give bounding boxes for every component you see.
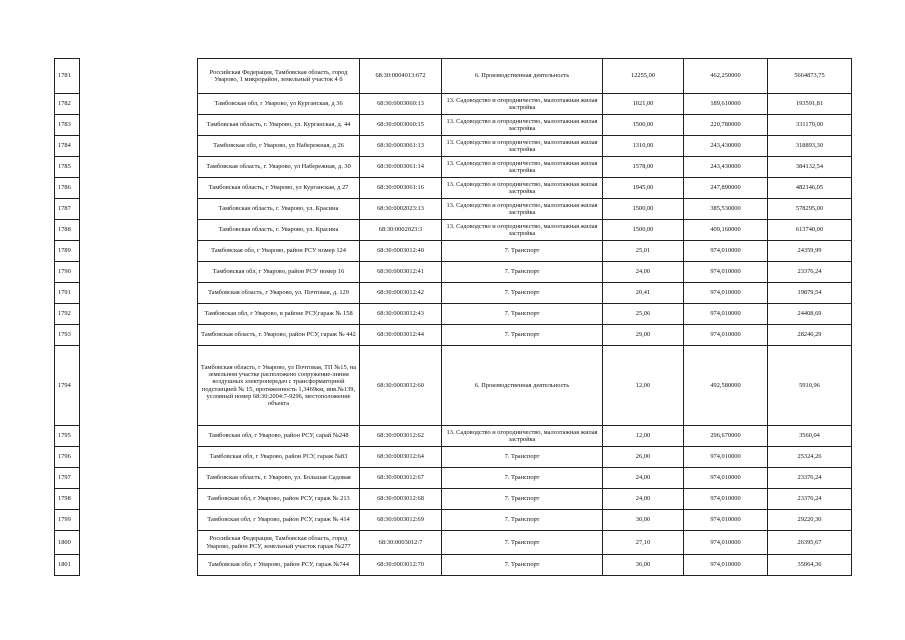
cadastral-number-cell: 68:30:0003012:70 [360, 555, 442, 576]
spacer-cell [80, 178, 198, 199]
address-cell: Тамбовская область, г. Уварово, ул. Большая Садовая [198, 468, 360, 489]
spacer-cell [80, 426, 198, 447]
cadastral-number-cell: 68:30:0003061:13 [360, 136, 442, 157]
address-cell: Тамбовская обл, г Уварово, район РСУ, гараж №744 [198, 555, 360, 576]
row-number: 1796 [55, 447, 80, 468]
spacer-cell [80, 447, 198, 468]
cadastral-value-cell: 5664873,75 [768, 59, 852, 94]
cadastral-number-cell: 68:30:0003060:13 [360, 94, 442, 115]
row-number: 1799 [55, 510, 80, 531]
row-number: 1793 [55, 325, 80, 346]
spacer-cell [80, 59, 198, 94]
row-number: 1792 [55, 304, 80, 325]
area-cell: 12255,00 [603, 59, 684, 94]
table-row [55, 136, 852, 157]
specific-value-cell: 462,250000 [684, 59, 768, 94]
spacer-cell [80, 157, 198, 178]
specific-value-cell: 385,530000 [684, 199, 768, 220]
row-number: 1781 [55, 59, 80, 94]
spacer-cell [80, 199, 198, 220]
land-use-cell: 7. Транспорт [442, 262, 603, 283]
area-cell: 1021,00 [603, 94, 684, 115]
land-use-cell: 13. Садоводство и огородничество, малоэтажная жилая застройка [442, 178, 603, 199]
table-row [55, 157, 852, 178]
cadastral-number-cell: 68:30:0003060:15 [360, 115, 442, 136]
area-cell: 36,00 [603, 555, 684, 576]
table-row [55, 262, 852, 283]
table-row [55, 241, 852, 262]
address-cell: Тамбовская обл, г Уварово, в районе РСУ,гараж № 158 [198, 304, 360, 325]
area-cell: 1500,00 [603, 115, 684, 136]
table-row [55, 346, 852, 426]
cadastral-number-cell: 68:30:0003012:62 [360, 426, 442, 447]
cadastral-value-cell: 35064,36 [768, 555, 852, 576]
area-cell: 12,00 [603, 346, 684, 426]
cadastral-number-cell: 68:30:0003012:40 [360, 241, 442, 262]
row-number: 1797 [55, 468, 80, 489]
cadastral-value-cell: 25324,26 [768, 447, 852, 468]
table-row [55, 115, 852, 136]
table-row [55, 426, 852, 447]
address-cell: Тамбовская обл, г Уварово, район РСУ, гараж №83 [198, 447, 360, 468]
table-row [55, 220, 852, 241]
spacer-cell [80, 555, 198, 576]
area-cell: 1578,00 [603, 157, 684, 178]
address-cell: Тамбовская обл, г Уварово, район РСУ номер 16 [198, 262, 360, 283]
specific-value-cell: 296,670000 [684, 426, 768, 447]
land-use-cell: 7. Транспорт [442, 531, 603, 555]
row-number: 1788 [55, 220, 80, 241]
area-cell: 1945,00 [603, 178, 684, 199]
land-use-cell: 13. Садоводство и огородничество, малоэтажная жилая застройка [442, 220, 603, 241]
row-number: 1795 [55, 426, 80, 447]
table-body [55, 59, 852, 576]
spacer-cell [80, 510, 198, 531]
spacer-cell [80, 115, 198, 136]
specific-value-cell: 409,160000 [684, 220, 768, 241]
specific-value-cell: 974,010000 [684, 241, 768, 262]
area-cell: 1310,00 [603, 136, 684, 157]
area-cell: 20,41 [603, 283, 684, 304]
cadastral-number-cell: 68:30:0003012:43 [360, 304, 442, 325]
specific-value-cell: 243,430000 [684, 136, 768, 157]
table-row [55, 59, 852, 94]
land-use-cell: 7. Транспорт [442, 555, 603, 576]
cadastral-value-cell: 613740,00 [768, 220, 852, 241]
table-row [55, 199, 852, 220]
table-row [55, 531, 852, 555]
area-cell: 25,06 [603, 304, 684, 325]
table-row [55, 489, 852, 510]
cadastral-value-cell: 5910,96 [768, 346, 852, 426]
address-cell: Тамбовская обл, г Уварово, район РСУ, гараж № 414 [198, 510, 360, 531]
address-cell: Тамбовская обл, г Уварово, ул Набережная, д 26 [198, 136, 360, 157]
land-use-cell: 13. Садоводство и огородничество, малоэтажная жилая застройка [442, 426, 603, 447]
spacer-cell [80, 325, 198, 346]
spacer-cell [80, 531, 198, 555]
cadastral-number-cell: 68:30:0003012:69 [360, 510, 442, 531]
area-cell: 1500,00 [603, 199, 684, 220]
cadastral-value-cell: 318893,30 [768, 136, 852, 157]
land-use-cell: 7. Транспорт [442, 304, 603, 325]
area-cell: 1500,00 [603, 220, 684, 241]
specific-value-cell: 974,010000 [684, 325, 768, 346]
cadastral-value-cell: 29220,30 [768, 510, 852, 531]
cadastral-value-cell: 26395,67 [768, 531, 852, 555]
table-row [55, 555, 852, 576]
land-use-cell: 13. Садоводство и огородничество, малоэтажная жилая застройка [442, 94, 603, 115]
area-cell: 25,01 [603, 241, 684, 262]
table-row [55, 94, 852, 115]
specific-value-cell: 974,010000 [684, 510, 768, 531]
specific-value-cell: 974,010000 [684, 447, 768, 468]
spacer-cell [80, 304, 198, 325]
cadastral-value-cell: 19879,54 [768, 283, 852, 304]
cadastral-value-cell: 23376,24 [768, 468, 852, 489]
land-use-cell: 6. Производственная деятельность [442, 59, 603, 94]
land-use-cell: 13. Садоводство и огородничество, малоэтажная жилая застройка [442, 136, 603, 157]
spacer-cell [80, 283, 198, 304]
cadastral-number-cell: 68:30:0003012:67 [360, 468, 442, 489]
cadastral-value-cell: 23376,24 [768, 489, 852, 510]
spacer-cell [80, 346, 198, 426]
specific-value-cell: 974,010000 [684, 531, 768, 555]
specific-value-cell: 189,610000 [684, 94, 768, 115]
land-use-cell: 6. Производственная деятельность [442, 346, 603, 426]
address-cell: Тамбовская область, г Уварово, ул Курганская, д 27 [198, 178, 360, 199]
address-cell: Тамбовская область, г. Уварово, район РСУ, гараж № 442 [198, 325, 360, 346]
land-use-cell: 7. Транспорт [442, 468, 603, 489]
cadastral-number-cell: 68:30:0004013:672 [360, 59, 442, 94]
row-number: 1786 [55, 178, 80, 199]
spacer-cell [80, 94, 198, 115]
address-cell: Тамбовская область, г Уварово, ул. Почтовая, д. 129 [198, 283, 360, 304]
address-cell: Тамбовская область, г Уварово, ул Почтовая, ТП №15, на земельном участке расположено сооружение-линия воздушных электропередач с трансформаторной подстанцией № 15, протяженность 1,3469км, инв.№139, условный номер 68:30:2004:7-9296, местоположение объекта [198, 346, 360, 426]
row-number: 1785 [55, 157, 80, 178]
cadastral-number-cell: 68:30:0003012:68 [360, 489, 442, 510]
spacer-cell [80, 220, 198, 241]
table-row [55, 325, 852, 346]
cadastral-number-cell: 68:30:0003061:14 [360, 157, 442, 178]
land-use-cell: 13. Садоводство и огородничество, малоэтажная жилая застройка [442, 115, 603, 136]
spacer-cell [80, 241, 198, 262]
address-cell: Тамбовская обл, г Уварово, район РСУ номер 124 [198, 241, 360, 262]
land-use-cell: 7. Транспорт [442, 241, 603, 262]
cadastral-number-cell: 68:30:0003012:64 [360, 447, 442, 468]
specific-value-cell: 243,430000 [684, 157, 768, 178]
land-use-cell: 13. Садоводство и огородничество, малоэтажная жилая застройка [442, 157, 603, 178]
address-cell: Тамбовская обл, г Уварово, район РСУ, сарай №248 [198, 426, 360, 447]
specific-value-cell: 220,780000 [684, 115, 768, 136]
table-row [55, 510, 852, 531]
cadastral-number-cell: 68:30:0002023:3 [360, 220, 442, 241]
specific-value-cell: 492,580000 [684, 346, 768, 426]
specific-value-cell: 974,010000 [684, 489, 768, 510]
land-use-cell: 7. Транспорт [442, 447, 603, 468]
row-number: 1782 [55, 94, 80, 115]
specific-value-cell: 974,010000 [684, 283, 768, 304]
table-row [55, 304, 852, 325]
row-number: 1787 [55, 199, 80, 220]
land-use-cell: 7. Транспорт [442, 283, 603, 304]
spacer-cell [80, 489, 198, 510]
cadastral-value-cell: 578295,00 [768, 199, 852, 220]
address-cell: Тамбовская область, г. Уварово, ул Набережная, д. 30 [198, 157, 360, 178]
row-number: 1783 [55, 115, 80, 136]
cadastral-number-cell: 68:30:0003012:42 [360, 283, 442, 304]
cadastral-value-cell: 482146,05 [768, 178, 852, 199]
cadastral-value-cell: 23376,24 [768, 262, 852, 283]
cadastral-number-cell: 68:30:0003012:44 [360, 325, 442, 346]
area-cell: 24,00 [603, 468, 684, 489]
cadastral-value-cell: 384132,54 [768, 157, 852, 178]
table-row [55, 468, 852, 489]
table-row [55, 447, 852, 468]
cadastral-value-cell: 193591,81 [768, 94, 852, 115]
area-cell: 30,00 [603, 510, 684, 531]
spacer-cell [80, 262, 198, 283]
cadastral-value-cell: 24359,99 [768, 241, 852, 262]
area-cell: 24,00 [603, 262, 684, 283]
specific-value-cell: 974,010000 [684, 468, 768, 489]
spacer-cell [80, 136, 198, 157]
row-number: 1801 [55, 555, 80, 576]
row-number: 1798 [55, 489, 80, 510]
address-cell: Российская Федерация, Тамбовская область, город Уварово, район РСУ, земельный участок гараж №277 [198, 531, 360, 555]
address-cell: Тамбовская обл, г Уварово, ул Курганская, д 36 [198, 94, 360, 115]
land-use-cell: 7. Транспорт [442, 325, 603, 346]
spacer-cell [80, 468, 198, 489]
cadastral-number-cell: 68:30:0002023:13 [360, 199, 442, 220]
cadastral-number-cell: 68:30:0003061:16 [360, 178, 442, 199]
row-number: 1790 [55, 262, 80, 283]
cadastral-value-cell: 28246,29 [768, 325, 852, 346]
table-row [55, 178, 852, 199]
land-plots-table [54, 58, 852, 576]
area-cell: 27,10 [603, 531, 684, 555]
address-cell: Тамбовская область, г. Уварово, ул. Красина [198, 199, 360, 220]
row-number: 1794 [55, 346, 80, 426]
cadastral-value-cell: 24408,69 [768, 304, 852, 325]
table-row [55, 283, 852, 304]
cadastral-value-cell: 331170,00 [768, 115, 852, 136]
row-number: 1800 [55, 531, 80, 555]
row-number: 1784 [55, 136, 80, 157]
specific-value-cell: 974,010000 [684, 555, 768, 576]
row-number: 1791 [55, 283, 80, 304]
cadastral-value-cell: 3560,04 [768, 426, 852, 447]
cadastral-number-cell: 68:30:0003012:41 [360, 262, 442, 283]
specific-value-cell: 247,890000 [684, 178, 768, 199]
cadastral-number-cell: 68:30:0003012:60 [360, 346, 442, 426]
address-cell: Российская Федерация, Тамбовская область, город Уварово, 1 микрорайон, земельный участок 4 б [198, 59, 360, 94]
specific-value-cell: 974,010000 [684, 304, 768, 325]
address-cell: Тамбовская обл, г Уварово, район РСУ, гараж № 213 [198, 489, 360, 510]
area-cell: 26,00 [603, 447, 684, 468]
cadastral-number-cell: 68:30:0003012:7 [360, 531, 442, 555]
row-number: 1789 [55, 241, 80, 262]
address-cell: Тамбовская область, г. Уварово, ул. Красина [198, 220, 360, 241]
area-cell: 29,00 [603, 325, 684, 346]
address-cell: Тамбовская область, г. Уварово, ул. Курганская, д. 44 [198, 115, 360, 136]
land-use-cell: 7. Транспорт [442, 489, 603, 510]
area-cell: 12,00 [603, 426, 684, 447]
land-use-cell: 13. Садоводство и огородничество, малоэтажная жилая застройка [442, 199, 603, 220]
specific-value-cell: 974,010000 [684, 262, 768, 283]
land-use-cell: 7. Транспорт [442, 510, 603, 531]
area-cell: 24,00 [603, 489, 684, 510]
